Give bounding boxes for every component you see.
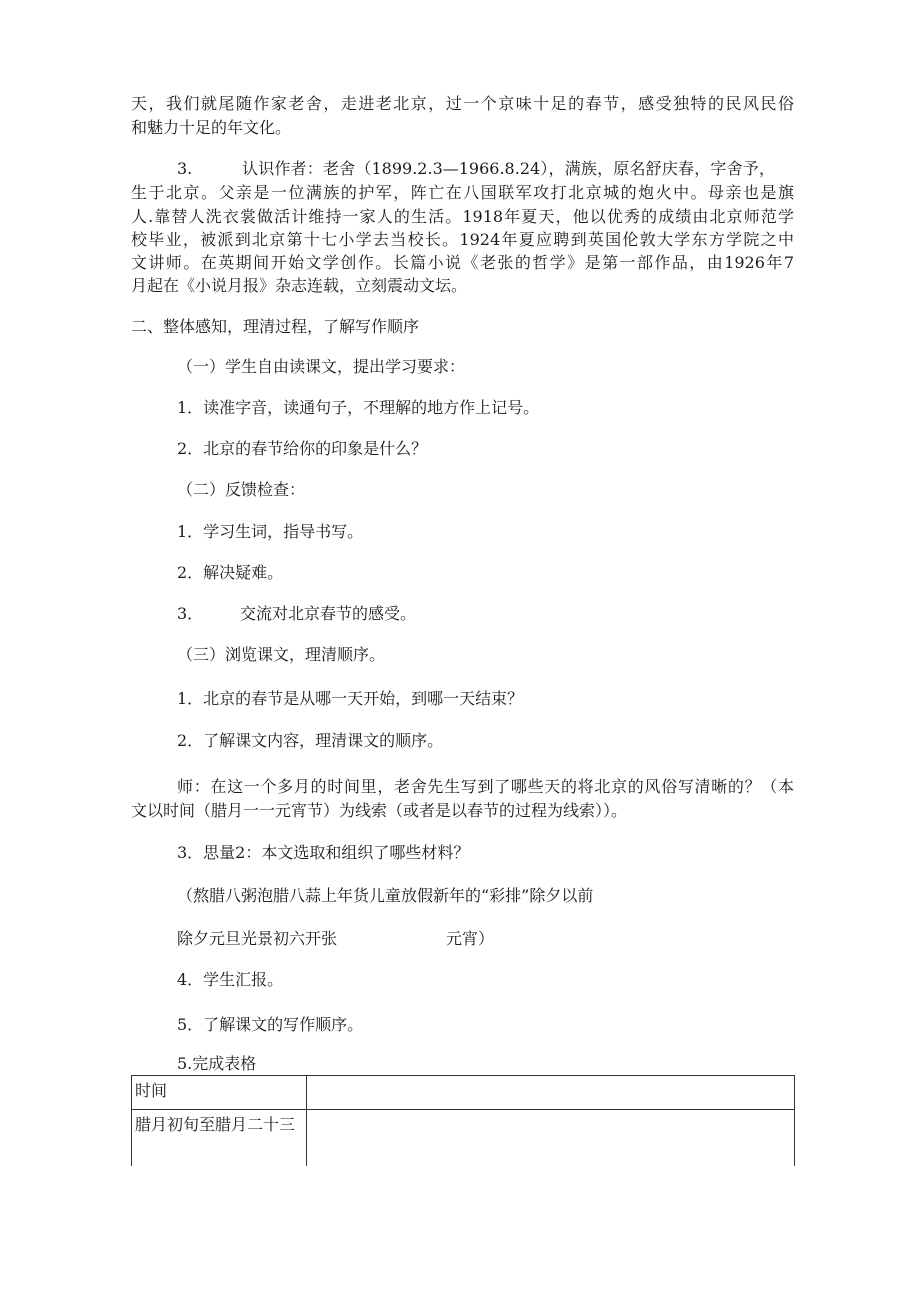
- part-3-item-1: 1．北京的春节是从哪一天开始，到哪一天结束？: [177, 689, 524, 708]
- intro-line-2: 和魅力十足的年文化。: [131, 118, 292, 137]
- part-3-item-5: 5．了解课文的写作顺序。: [177, 1015, 364, 1034]
- table-title: 5.完成表格: [177, 1054, 257, 1073]
- table-cell-period: 腊月初旬至腊月二十三: [132, 1110, 307, 1167]
- author-line-2: 生于北京。父亲是一位满族的护军，阵亡在八国联军攻打北京城的炮火中。母亲也是旗: [131, 183, 794, 202]
- part-2-heading: （二）反馈检查：: [177, 480, 306, 499]
- part-1-item-1: 1．读准字音，读通句子，不理解的地方作上记号。: [177, 398, 540, 417]
- table-cell-time-header: 时间: [132, 1076, 307, 1110]
- materials-line-1: （熬腊八粥泡腊八蒜上年货儿童放假新年的“彩排”除夕以前: [177, 886, 594, 905]
- author-line-1: 认识作者：老舍（1899.2.3—1966.8.24），满族，原名舒庆春，字舍予，: [242, 159, 775, 178]
- timeline-table: [131, 1075, 795, 1166]
- table-row: [132, 1076, 795, 1110]
- part-1-heading: （一）学生自由读课文，提出学习要求：: [177, 357, 466, 376]
- table-cell-blank: [307, 1076, 795, 1110]
- part-3-item-2: 2．了解课文内容，理清课文的顺序。: [177, 731, 444, 750]
- part-3-item-4: 4．学生汇报。: [177, 970, 284, 989]
- table-row: [132, 1110, 795, 1167]
- materials-line-2a: 除夕元旦光景初六开张: [177, 929, 338, 948]
- teacher-line-2: 文以时间（腊月一一元宵节）为线索（或者是以春节的过程为线索））。: [131, 801, 628, 820]
- author-line-5: 文讲师。在英期间开始文学创作。长篇小说《老张的哲学》是第一部作品，由1926年7: [131, 253, 794, 272]
- part-3-heading: （三）浏览课文，理清顺序。: [177, 645, 386, 664]
- author-line-6: 月起在《小说月报》杂志连载，立刻震动文坛。: [131, 276, 468, 295]
- teacher-line-1: 师：在这一个多月的时间里，老舍先生写到了哪些天的将北京的风俗写清晰的？（本: [177, 777, 794, 796]
- part-3-item-3: 3．思量2：本文选取和组织了哪些材料？: [177, 843, 470, 862]
- part-2-item-1: 1．学习生词，指导书写。: [177, 522, 364, 541]
- author-item-number: 3.: [177, 159, 193, 178]
- intro-line-1: 天，我们就尾随作家老舍，走进老北京，过一个京味十足的春节，感受独特的民风民俗: [131, 94, 794, 113]
- author-line-4: 校毕业，被派到北京第十七小学去当校长。1924年夏应聘到英国伦敦大学东方学院之中: [131, 230, 794, 249]
- author-line-3: 人.靠替人洗衣裳做活计维持一家人的生活。1918年夏天，他以优秀的成绩由北京师范学: [131, 207, 794, 226]
- section-2-heading: 二、整体感知，理清过程，了解写作顺序: [131, 317, 420, 336]
- table-cell-blank: [307, 1110, 795, 1167]
- materials-line-2b: 元宵）: [446, 929, 495, 948]
- part-2-item-2: 2．解决疑难。: [177, 563, 284, 582]
- part-2-item-3-text: 交流对北京春节的感受。: [240, 604, 417, 623]
- part-1-item-2: 2．北京的春节给你的印象是什么？: [177, 439, 428, 458]
- part-2-item-3-number: 3．: [177, 604, 204, 623]
